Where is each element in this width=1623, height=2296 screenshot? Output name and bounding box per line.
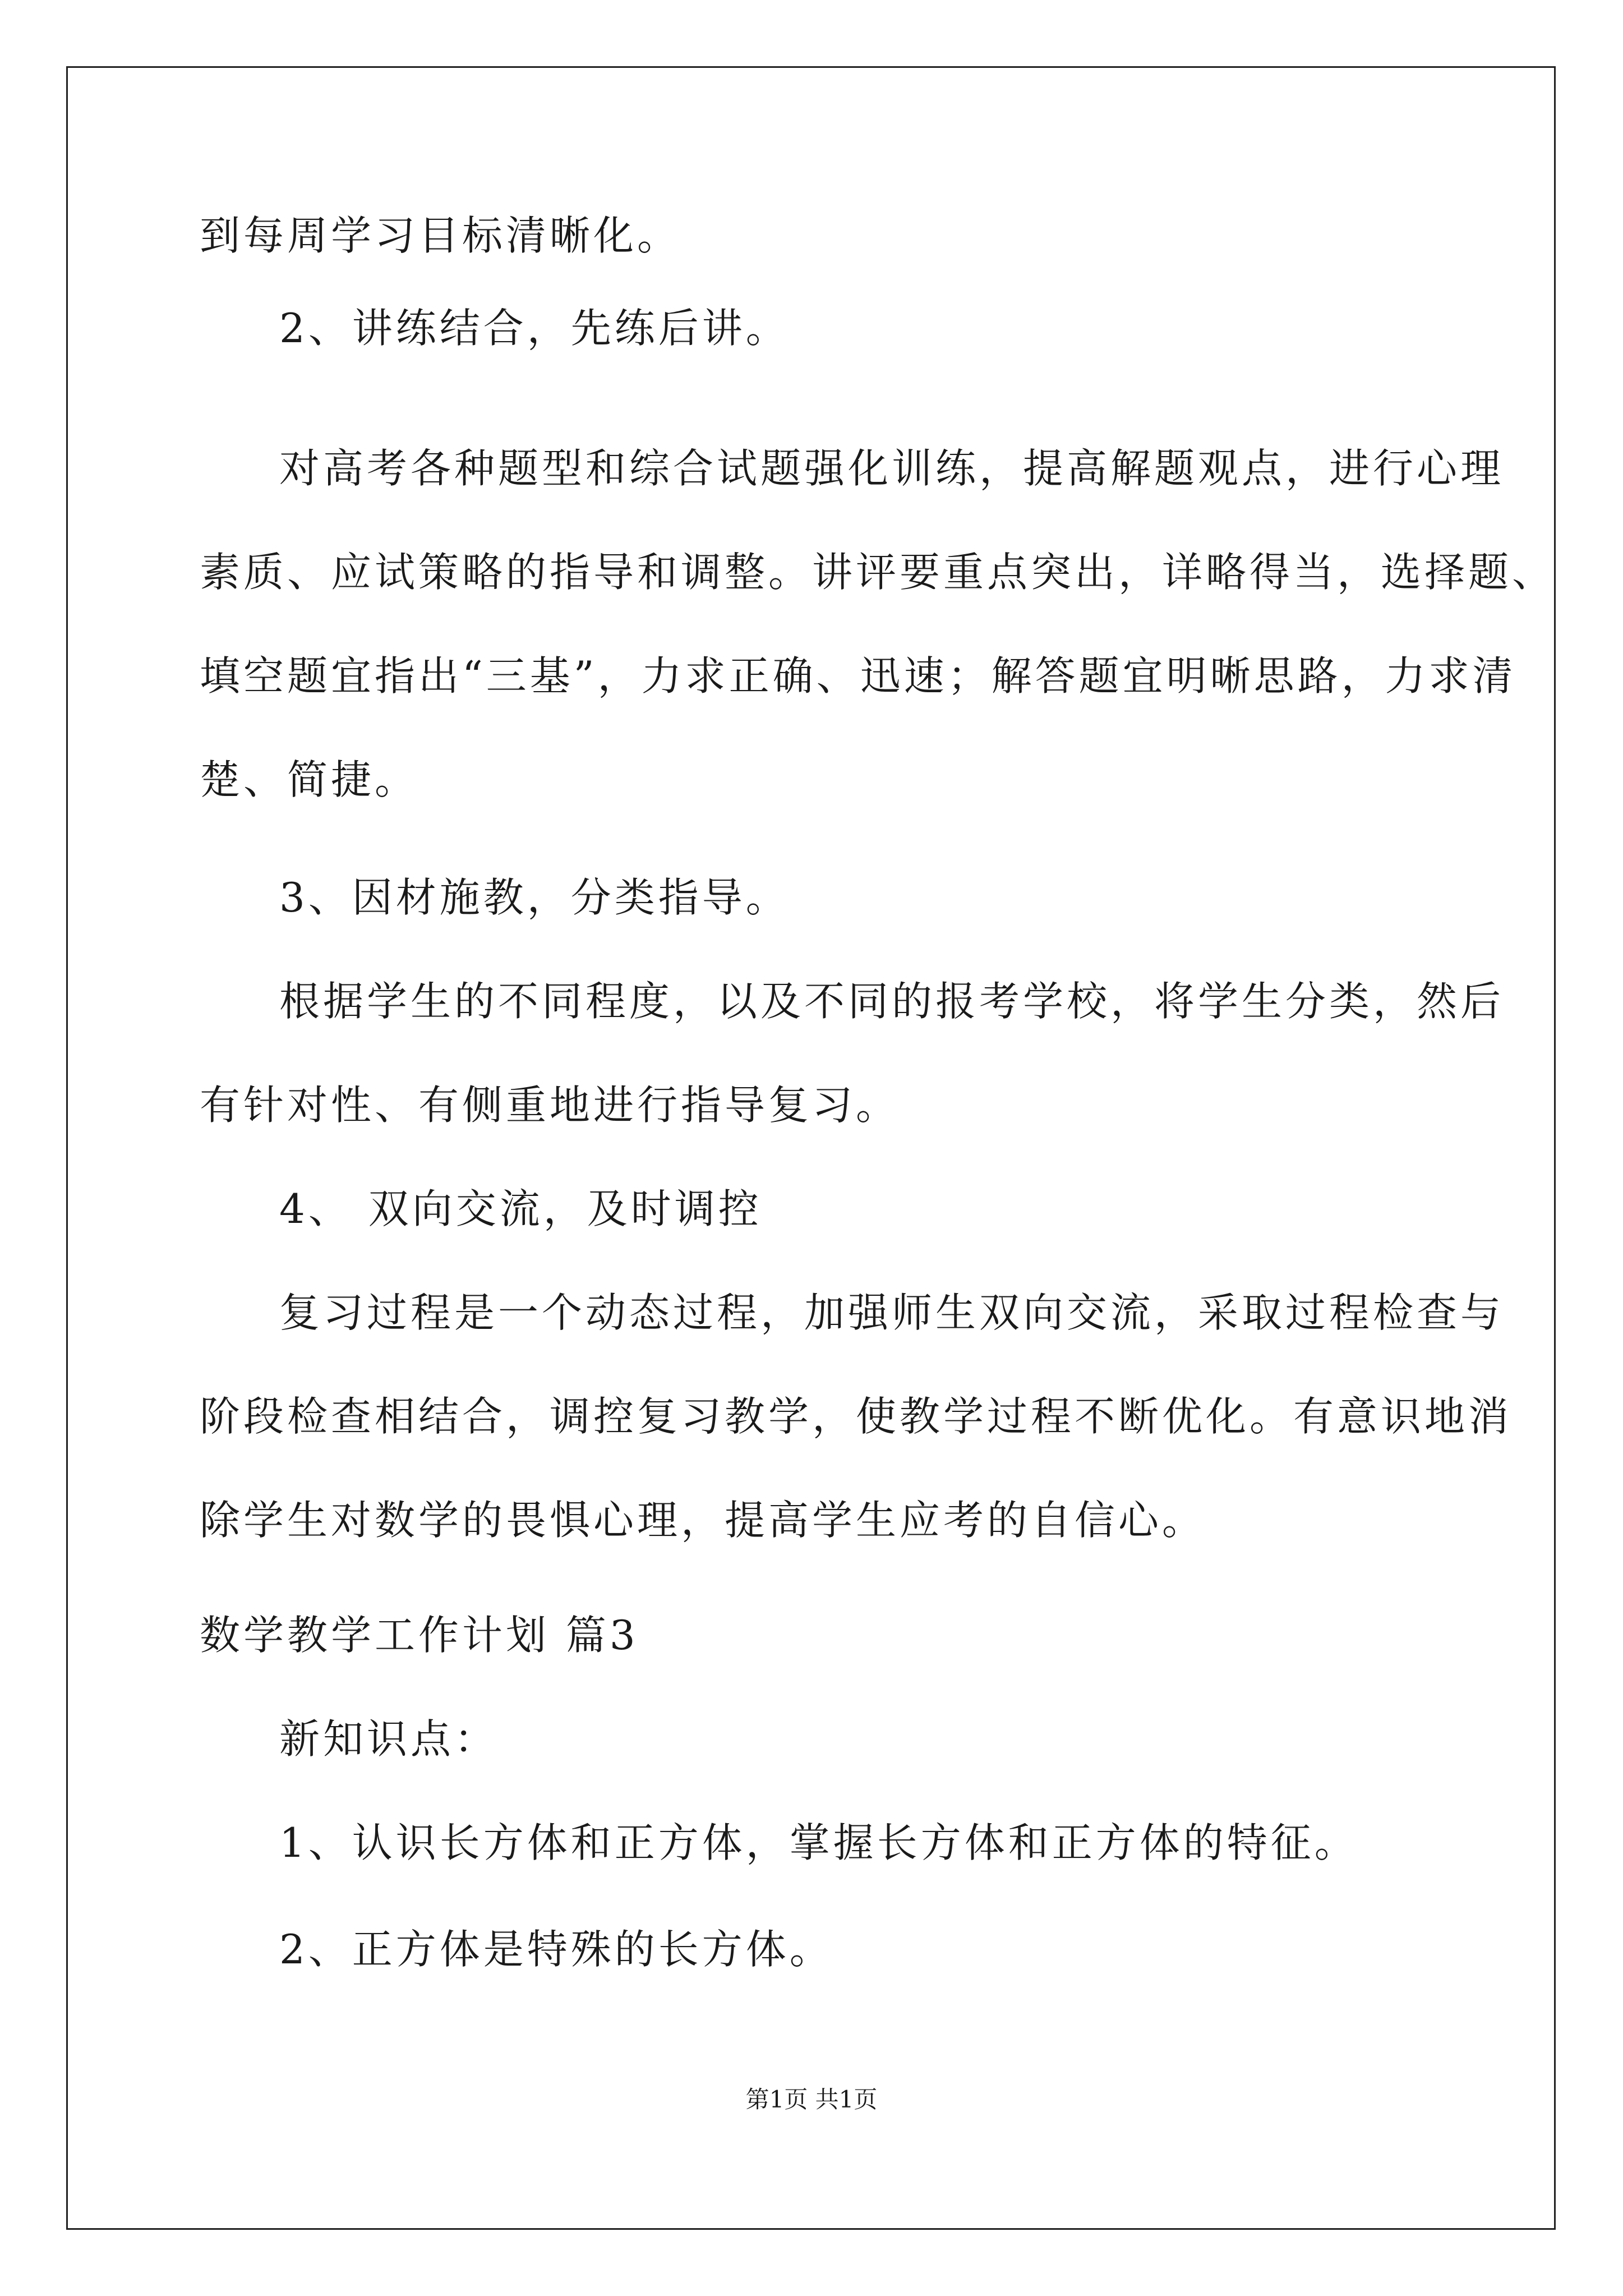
text-line: 2、正方体是特殊的长方体。: [279, 1926, 833, 1973]
article-title: 数学教学工作计划 篇3: [200, 1612, 639, 1659]
text-line: 填空题宜指出“三基”，力求正确、迅速；解答题宜明晰思路，力求清: [200, 652, 1516, 700]
text-line: 除学生对数学的畏惧心理，提高学生应考的自信心。: [200, 1497, 1206, 1544]
section-heading: 4、 双向交流，及时调控: [279, 1185, 762, 1232]
text-line: 楚、简捷。: [200, 756, 419, 803]
text-line: 有针对性、有侧重地进行指导复习。: [200, 1082, 900, 1129]
text-line: 素质、应试策略的指导和调整。讲评要重点突出，详略得当，选择题、: [200, 549, 1556, 596]
text-line: 阶段检查相结合，调控复习教学，使教学过程不断优化。有意识地消: [200, 1393, 1513, 1440]
page-border: [66, 66, 1556, 2230]
section-heading: 2、讲练结合，先练后讲。: [279, 305, 790, 352]
text-line: 1、认识长方体和正方体，掌握长方体和正方体的特征。: [279, 1819, 1358, 1866]
text-line: 根据学生的不同程度，以及不同的报考学校，将学生分类，然后: [279, 978, 1505, 1025]
page-footer: 第1页 共1页: [745, 2086, 878, 2113]
section-heading: 3、因材施教，分类指导。: [279, 874, 790, 921]
text-line: 对高考各种题型和综合试题强化训练，提高解题观点，进行心理: [279, 445, 1505, 492]
section-heading: 新知识点：: [279, 1715, 499, 1763]
text-line: 复习过程是一个动态过程，加强师生双向交流，采取过程检查与: [279, 1289, 1505, 1336]
text-line: 到每周学习目标清晰化。: [200, 212, 681, 259]
